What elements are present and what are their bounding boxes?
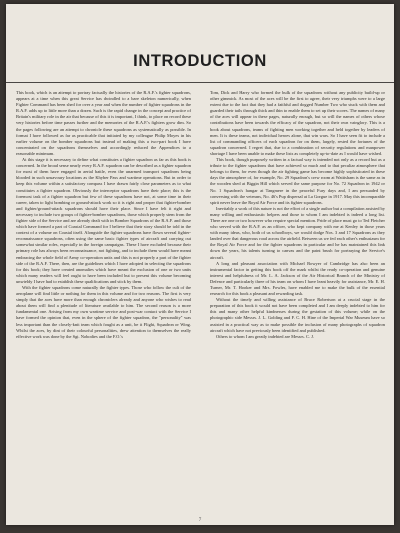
title-rule: [6, 82, 394, 83]
paragraph: Without the timely and willing assistance of Bruce Robertson at a crucial stage in the preparation of this book it would not have been completed and I am deeply indebted to him for this and many other helpful kindnesses during the gestation of this volume; while on the photographic side Messrs. J. L. Golding and F. C. H. Hine of the Imperial War Museum have so assisted in a practical way as to make possible the inclusion of many photographs of squadron aircraft which have not previously been identified and published.: [210, 297, 385, 333]
page-title: INTRODUCTION: [133, 52, 267, 70]
paragraph: This book, though purposely written in a factual way is intended not only as a record but as a tribute to the fighter squadrons that have achieved so much and to that peculiar atmosphere that belongs to them, for even though the air fighting game has become highly sophisticated in these days the atmosphere of, for example, No. 29 Squadron's crew room at Wattisham is the same as in the wooden shed at Biggin Hill which served the same purpose for No. 72 Squadron in 1942 or No. 1 Squadron's hangar at Tangmere in the peaceful Fury days and, I am persuaded by conversing with the veterans, No. 46's Pup dispersal at La Gorgue in 1917. May this incomparable spirit never leave the Royal Air Force and its fighter squadrons.: [210, 157, 385, 205]
left-column: [16, 90, 191, 340]
right-column: [210, 90, 385, 340]
paragraph: This book, which is an attempt to portray factually the histories of the R.A.F.'s fighter squadrons, appears at a time when this great Service has dwindled to a bare skeleton numerically, when Fighter Command has been shed for over a year and when the number of fighter squadrons in the R.A.F. adds up to little more than a dozen. Such is the rapid change in the concept and practice of Britain's military role in the air that because of this it is important, I think, to place on record these very histories before time passes further and the memories of the R.A.F.'s fighters grow dim. So the pages following are an attempt to chronicle these squadrons as systematically as possible. In format I have followed as far as practicable that initiated by my colleague Philip Moyes in his earlier volume on the bomber squadrons but instead of making this a two-part book I have concentrated on the squadrons themselves and accordingly reduced the Appendices to a reasonable minimum.: [16, 90, 191, 156]
paragraph: Inevitably a work of this nature is not the effort of a single author but a compilation assisted by many willing and enthusiastic helpers and those to whom I am indebted is indeed a long list. There are one or two however who require special mention. Pride of place must go to Ted Fletcher who served with the R.A.F. as an officer, who kept company with me at Kenley in those years with many ideas, who, both of us schoolboys, we would dodge Nos. 3 and 17 Squadrons as they landed over that dangerous road across the airfield. Between us we fed each other's enthusiasm for the Royal Air Force and for the fighter squadrons in particular and he has maintained this link down the years, his talents turning to canvas and the paint brush for portraying the Service's aircraft.: [210, 205, 385, 260]
paragraph: A long and pleasant association with Michael Bowyer of Cambridge has also been an instrumental factor in getting this book off the mark whilst the ready co-operation and genuine interest and helpfulness of Mr. L. A. Jackson of the Air Historical Branch of the Ministry of Defence and particularly three of his team on whom I have leant heavily for assistance, Mr. E. H. Turner, Mr. T. Hooker and Mrs. Fowles, have enabled me to make the bulk of the essential research for this book a pleasant and rewarding task.: [210, 260, 385, 297]
page-number: 7: [198, 518, 202, 523]
paragraph: With the fighter squadrons come naturally the fighter types. Those who follow the cult of the aeroplane will find little or nothing for them in this volume and for two reasons. The first is very simply that the aces have more than enough chroniclers already and anyone who wishes to read about them will find a plenitude of literature available to him. The second reason is a more fundamental one. Arising from my own wartime service and post-war contact with the Service I have formed the opinion that, even in the sphere of the fighter squadron, the "personality" was less important than the closely-knit team which fought as a unit, be it Flight, Squadron or Wing. Whilst the aces, by dint of their colourful personalities, drew attention to themselves the really effective work was done by the Sgt. Nobodies and the F.O.'s: [16, 285, 191, 339]
paragraph: Others to whom I am greatly indebted are Messrs. C. J.: [216, 333, 314, 339]
paragraph: At this stage it is necessary to define what constitutes a fighter squadron as far as this book is concerned. In the broad sense nearly every R.A.F. squadron can be described as a fighter squadron for most of them have engaged in aerial battle, even the unarmed transport squadrons being blooded in such unsavoury locations as the Khyber Pass and wartime operations. But in order to keep this volume within a satisfactory compass I have drawn fairly close parameters as to what constitutes a fighter squadron. Obviously the interceptor squadrons have their place; this is the foremost task of a fighter squadron but few of these squadrons have not, at some time in their career, taken to light bombing or ground-attack work so it is right and proper that fighter-bomber and fighter/ground-attack squadrons should have their place. Since I have felt it right and necessary to include two groups of fighter-bomber squadrons, those which properly stem from the fighter side of the Service and are already dealt with in Bomber Squadrons of the R.A.F. and those which have formed a part of Coastal Command for I believe that their story should be told in the context of a volume on Coastal itself. Alongside the fighter squadrons have flown several fighter-reconnaissance squadrons, often using the same basic fighter types of aircraft and carrying out somewhat similar roles, especially in the foreign campaigns. These I have excluded because their primary role has always been reconnaissance, not fighting, and to include them would have meant embracing the whole field of Army co-operation units and this is not properly a part of the fighter side of the R.A.F. There, then, are the guidelines which I have adopted in selecting the squadrons for this book; they have created anomalies which have meant the exclusion of one or two units which many readers will feel ought to have been included but to present this volume becoming unwieldy I have had to establish these qualifications and stick by them.: [16, 157, 191, 284]
paragraph: Tom, Dick and Harry who formed the bulk of the squadrons without any publicity build-up or other gimmick. As most of the aces will be the first to agree, their very triumphs were to a large extent due to the fact that they had a faithful and dogged Number Two who stuck with them and guarded their tails through thick and thin to enable them to set up their scores. The names of many of the aces will appear in these pages, naturally enough, but so will the names of others whose contributions have been towards the efficacy of the squadron, not their own vainglory. This is a book about squadrons, teams of fighting men working together and held together by leaders of men. It is these teams, not individual heroes alone, that win wars. So I have seen fit to include a list of commanding officers of each squadron for on them, largely, rested the fortunes of the squadron concerned. I regret that, due to a combination of security regulations and manpower shortage I have been unable to make these lists as completely up-to-date as I would have wished.: [210, 90, 385, 156]
book-page: [6, 4, 394, 525]
